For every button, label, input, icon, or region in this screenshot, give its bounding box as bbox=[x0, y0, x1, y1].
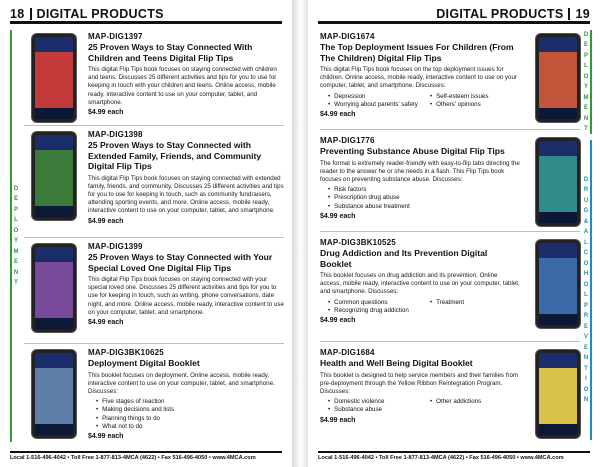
product-title[interactable]: Health and Well Being Digital Booklet bbox=[320, 358, 473, 368]
product-title[interactable]: Deployment Digital Booklet bbox=[88, 358, 200, 368]
product-title[interactable]: Drug Addiction and Its Prevention Digital Booklet bbox=[320, 248, 488, 269]
product-topic-list bbox=[88, 398, 284, 431]
strip-letter: Y bbox=[584, 84, 589, 90]
strip-letter: N bbox=[583, 355, 589, 361]
strip-letter: T bbox=[584, 365, 588, 372]
strip-letter: C bbox=[583, 250, 589, 256]
strip-letter: G bbox=[583, 208, 589, 214]
product-cover-image[interactable] bbox=[536, 138, 580, 226]
topic-item: • Other addictions bbox=[430, 398, 520, 406]
strip-letter: L bbox=[14, 217, 18, 223]
product-topic-list bbox=[320, 186, 520, 211]
product-cover-image[interactable] bbox=[536, 240, 580, 328]
product-item[interactable] bbox=[24, 240, 284, 344]
topic-item: • Substance abuse treatment bbox=[328, 203, 520, 211]
strip-letter: V bbox=[584, 334, 589, 340]
product-cover-image[interactable] bbox=[32, 132, 76, 220]
strip-letter: T bbox=[14, 280, 18, 286]
topic-item: • Worrying about parents' safety bbox=[328, 101, 418, 109]
product-title[interactable]: 25 Proven Ways to Stay Connected with Your Special Loved One Digital Flip Tips bbox=[88, 252, 273, 273]
strip-letter: P bbox=[14, 206, 19, 213]
product-cover-image[interactable] bbox=[536, 350, 580, 438]
product-code: MAP-DIG3BK10525 bbox=[320, 238, 396, 247]
product-price: $4.99 each bbox=[88, 109, 124, 117]
product-description: This digital Flip Tips book focuses on the top deployment issues for children. Online access, mobile ready, interactive content to use on your computer, tablet, and smartphone. Discusses: bbox=[320, 66, 517, 90]
strip-letter: O bbox=[583, 73, 589, 80]
strip-letter: T bbox=[584, 126, 588, 132]
product-cover-image[interactable] bbox=[32, 350, 76, 438]
strip-letter: E bbox=[584, 344, 589, 351]
right-page-header bbox=[318, 6, 590, 24]
topic-item: • Prescription drug abuse bbox=[328, 194, 520, 202]
product-description: The format is extremely reader-friendly with easy-to-flip tabs directing the reader to the answer he or she needs in a flash. This Flip Tips book focuses on preventing substance abuse. Discusses: bbox=[320, 159, 520, 183]
product-topic-list bbox=[422, 93, 520, 109]
strip-letter: E bbox=[584, 105, 589, 111]
strip-letter: P bbox=[584, 302, 589, 309]
product-code: MAP-DIG3BK10625 bbox=[88, 348, 164, 357]
strip-letter: D bbox=[583, 176, 589, 183]
product-description: This booklet focuses on deployment. Online access, mobile ready, interactive content to use on your computer, tablet, and smartphone. Discusses: bbox=[88, 371, 275, 395]
left-page-header bbox=[10, 6, 282, 24]
product-item[interactable] bbox=[320, 236, 580, 342]
strip-letter: P bbox=[584, 52, 589, 59]
product-item[interactable] bbox=[24, 128, 284, 238]
product-cover-image[interactable] bbox=[536, 34, 580, 122]
product-code: MAP-DIG1776 bbox=[320, 136, 375, 145]
deployment-category-strip bbox=[584, 30, 592, 134]
strip-letter: H bbox=[583, 271, 589, 277]
product-code: MAP-DIG1399 bbox=[88, 242, 143, 251]
product-code: MAP-DIG1684 bbox=[320, 348, 375, 357]
strip-letter: E bbox=[584, 323, 589, 330]
product-title[interactable]: Preventing Substance Abuse Digital Flip Tips bbox=[320, 146, 505, 156]
topic-item: • Others' opinions bbox=[430, 101, 520, 109]
strip-letter: I bbox=[585, 376, 587, 382]
product-title[interactable]: 25 Proven Ways to Stay Connected with Extended Family, Friends, and Community Digital Flip Tips bbox=[88, 140, 262, 171]
product-item[interactable] bbox=[320, 346, 580, 452]
section-title: DIGITAL PRODUCTS bbox=[36, 6, 164, 21]
strip-letter: E bbox=[14, 196, 19, 202]
strip-letter: N bbox=[583, 397, 589, 403]
product-price: $4.99 each bbox=[320, 416, 356, 424]
product-title[interactable]: The Top Deployment Issues For Children (From The Children) Digital Flip Tips bbox=[320, 42, 514, 63]
product-topic-list bbox=[320, 93, 418, 109]
product-topic-list bbox=[320, 398, 418, 414]
book-gutter bbox=[292, 0, 308, 467]
strip-letter: O bbox=[583, 281, 589, 288]
product-code: MAP-DIG1397 bbox=[88, 32, 143, 41]
strip-letter: E bbox=[14, 259, 19, 265]
strip-letter: N bbox=[13, 269, 19, 276]
page-footer-contact: Local 1-516-496-4042 • Toll Free 1-877-813-4MCA (4622) • Fax 516-496-4050 • www.4MCA.com bbox=[10, 451, 282, 463]
product-description: This digital Flip Tips book focuses on staying connected with your special loved one. Discusses 25 different activities and tips for you to use for keeping in touch, such as writing, phone conversations, date night, and more. Online access, mobile ready, interactive content to use on your computer, tablet, and smartphone. bbox=[88, 276, 284, 316]
topic-item: • Five stages of reaction bbox=[96, 398, 284, 406]
product-price: $4.99 each bbox=[320, 111, 356, 119]
strip-letter: O bbox=[583, 386, 589, 393]
page-number: 19 bbox=[575, 6, 590, 21]
topic-item: • Risk factors bbox=[328, 186, 520, 194]
strip-letter: R bbox=[583, 313, 589, 319]
strip-letter: N bbox=[583, 115, 589, 122]
product-item[interactable] bbox=[24, 346, 284, 454]
product-description: This booklet is designed to help service members and their families from pre-deployment through the Yellow Ribbon Reintegration Program. Discusses: bbox=[320, 371, 519, 395]
product-code: MAP-DIG1674 bbox=[320, 32, 375, 41]
product-cover-image[interactable] bbox=[32, 244, 76, 332]
product-price: $4.99 each bbox=[320, 317, 356, 325]
product-item[interactable] bbox=[24, 30, 284, 126]
strip-letter: L bbox=[584, 63, 588, 69]
header-divider bbox=[568, 8, 570, 20]
strip-letter: O bbox=[583, 260, 589, 267]
product-price: $4.99 each bbox=[88, 319, 124, 327]
strip-letter: O bbox=[13, 227, 19, 234]
topic-item: • Self-esteem issues bbox=[430, 93, 520, 101]
product-topic-list bbox=[320, 299, 418, 315]
product-description: This digital Flip Tips book focuses on staying connected with children and teens. Discusses 25 different activities and tips for you to use for keeping in touch with your children and teens. Online access, mobile ready, interactive content to use on your computer, tablet, and smartphone. bbox=[88, 66, 277, 106]
deployment-category-strip bbox=[10, 30, 18, 442]
topic-item: • Substance abuse bbox=[328, 406, 418, 414]
topic-item: • Common questions bbox=[328, 299, 418, 307]
strip-letter: U bbox=[583, 197, 589, 204]
product-description: This digital Flip Tips book focuses on staying connected with extended family, friends, and community. Discusses 25 different activities and tips for you to use for keeping in touch, such as community fundraisers, attending sporting events, and more. Online access, mobile ready, interactive content to use on your computer, tablet, and smartphone. bbox=[88, 174, 284, 215]
strip-letter: D bbox=[13, 185, 19, 192]
product-price: $4.99 each bbox=[320, 212, 356, 220]
product-topic-list bbox=[422, 398, 520, 414]
strip-letter: L bbox=[584, 239, 588, 246]
topic-item: • Treatment bbox=[430, 299, 520, 307]
left-page bbox=[0, 0, 292, 467]
topic-item: • Domestic violence bbox=[328, 398, 418, 406]
strip-letter: D bbox=[583, 31, 589, 38]
topic-item: • Depression bbox=[328, 93, 418, 101]
section-title: DIGITAL PRODUCTS bbox=[436, 6, 564, 21]
product-item[interactable] bbox=[320, 134, 580, 232]
product-price: $4.99 each bbox=[88, 432, 124, 440]
product-item[interactable] bbox=[320, 30, 580, 130]
topic-item: • Making decisions and lists bbox=[96, 406, 284, 414]
topic-item: • Planning things to do bbox=[96, 415, 284, 423]
product-topic-list bbox=[422, 299, 520, 315]
strip-letter: L bbox=[584, 292, 588, 298]
strip-letter: M bbox=[583, 94, 589, 101]
strip-letter: R bbox=[583, 187, 589, 193]
topic-item: • What not to do bbox=[96, 423, 284, 431]
product-title[interactable]: 25 Proven Ways to Stay Connected With Children and Teens Digital Flip Tips bbox=[88, 42, 253, 63]
product-code: MAP-DIG1398 bbox=[88, 130, 143, 139]
strip-letter: Y bbox=[14, 238, 19, 244]
page-number: 18 bbox=[10, 6, 25, 21]
right-page bbox=[308, 0, 600, 467]
strip-letter: & bbox=[583, 218, 589, 225]
product-cover-image[interactable] bbox=[32, 34, 76, 122]
strip-letter: A bbox=[583, 229, 589, 235]
header-divider bbox=[30, 8, 32, 20]
drug-alcohol-prevention-category-strip bbox=[584, 140, 592, 440]
product-description: This booklet focuses on drug addiction and its prevention. Online access, mobile ready, interactive content to use on your computer, tablet, and smartphone. Discusses: bbox=[320, 272, 520, 296]
topic-item: • Recognizing drug addiction bbox=[328, 307, 418, 315]
page-footer-contact: Local 1-516-496-4042 • Toll Free 1-877-813-4MCA (4622) • Fax 516-496-4050 • www.4MCA.com bbox=[318, 451, 590, 463]
strip-letter: M bbox=[13, 248, 19, 255]
product-price: $4.99 each bbox=[88, 217, 124, 225]
strip-letter: E bbox=[584, 42, 589, 48]
